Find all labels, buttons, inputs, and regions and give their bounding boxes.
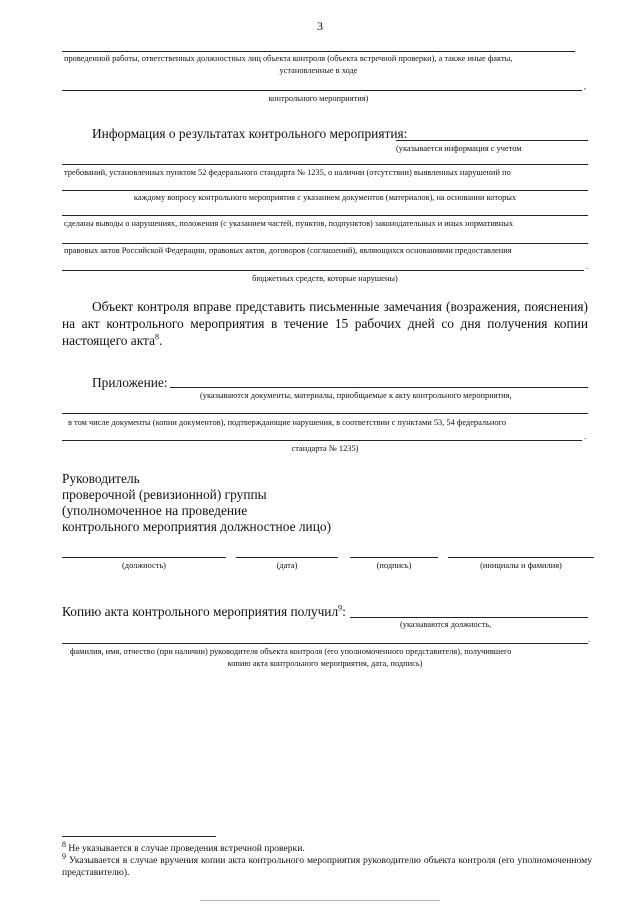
footnote-8: $^8$ Не указывается в случае проведения встречной проверки. bbox=[62, 839, 305, 854]
info-rule-6 bbox=[62, 270, 584, 271]
copy-hint2: фамилия, имя, отчество (при наличии) руководителя объекта контроля (его уполномоченного представителя), получившего bbox=[70, 647, 512, 656]
info-label: Информация о результатах контрольного мероприятия: bbox=[92, 126, 408, 141]
document-page: 3 проведенной работы, ответственных должностных лиц объекта контроля (объекта встречной проверки), а также иные факты, установленные в ходе , контрольного мероприятия) Информация о результатах контрольного мероприятия: (указывается информация с учетом требований, установленных пунктом 52 федерального стандарта № 1235, о наличии (отсутствии) выявленных нарушений по каждому вопросу контрольного мероприятия с указанием документов (материалов), на основании которых сделаны выводы о нарушениях, положения (с указанием частей, пунктов, подпунктов) законодательных и иных нормативных правовых актов Российской Федерации, правовых актов, договоров (соглашений), являющихся основаниями предоставления . бюджетных средств, которые нарушены) Объект контроля вправе представить письменные замечания (возражения, пояснения) на акт контрольного мероприятия в течение 15 рабочих дней со дня получения копии настоящего акта$^8$. Приложение: (указываются документы, материалы, приобщаемые к акту контрольного мероприятия, в том числе документы (копии документов), подтверждающие нарушения, в соответствии с пунктами 53, 54 федерального . стандарта № 1235) Руководитель проверочной (ревизионной) группы (уполномоченное на проведение контрольного мероприятия должностное лицо) (должность) (дата) (подпись) (инициалы и фамилия) Копию акта контрольного мероприятия получил$^9$: (указываются должность, . фамилия, имя, отчество (при наличии) руководителя объекта контроля (его уполномоченного представителя), получившего копию акта контрольного мероприятия, дата, подпись) $^8$ Не указывается в случае проведения встречной проверки. $^9$ Указывается в случае вручения копии акта контрольного мероприятия руководителю объекта контроля (его уполномоченному представителю). bbox=[0, 0, 640, 905]
attachment-label: Приложение: bbox=[92, 375, 168, 390]
footnote-9: $^9$ Указывается в случае вручения копии акта контрольного мероприятия руководителю объекта контроля (его уполномоченному представителю). bbox=[62, 851, 592, 878]
intro-fill-line bbox=[62, 90, 582, 91]
signature-position-label: (должность) bbox=[122, 561, 166, 570]
info-hint1: (указывается информация с учетом bbox=[396, 144, 522, 153]
info-hint5: правовых актов Российской Федерации, правовых актов, договоров (соглашений), являющихся основаниями предоставления bbox=[64, 246, 512, 255]
attachment-hint1: (указываются документы, материалы, приобщаемые к акту контрольного мероприятия, bbox=[200, 391, 512, 400]
copy-hint3: копию акта контрольного мероприятия, дата, подпись) bbox=[227, 659, 423, 668]
info-fill-line bbox=[396, 140, 588, 141]
head-line2: проверочной (ревизионной) группы bbox=[62, 487, 267, 502]
page-number: 3 bbox=[317, 19, 323, 33]
head-line3: (уполномоченное на проведение bbox=[62, 503, 248, 518]
scan-edge-line bbox=[200, 900, 440, 901]
copy-rule-2 bbox=[62, 643, 588, 644]
info-rule-4 bbox=[62, 215, 588, 216]
footnote-separator bbox=[62, 836, 216, 837]
intro-hint-line2: установленные в ходе bbox=[279, 66, 358, 75]
footnote-ref-9: 9 bbox=[338, 603, 343, 613]
info-hint4: сделаны выводы о нарушениях, положения (с указанием частей, пунктов, подпунктов) законодательных и иных нормативных bbox=[64, 219, 514, 228]
footnote-ref-8: 8 bbox=[155, 332, 160, 342]
info-hint6: бюджетных средств, которые нарушены) bbox=[252, 274, 398, 283]
copy-label: Копию акта контрольного мероприятия получил$^9$: bbox=[62, 603, 346, 619]
head-line4: контрольного мероприятия должностное лицо) bbox=[62, 519, 332, 534]
info-rule-5 bbox=[62, 243, 588, 244]
signature-sign-line bbox=[350, 557, 438, 558]
signature-date-label: (дата) bbox=[276, 561, 298, 570]
attachment-fill-line bbox=[170, 387, 588, 388]
signature-date-line bbox=[236, 557, 338, 558]
attachment-rule-3 bbox=[62, 440, 582, 441]
attachment-hint2: в том числе документы (копии документов), подтверждающие нарушения, в соответствии с пунктами 53, 54 федерального bbox=[68, 418, 506, 427]
signature-name-label: (инициалы и фамилия) bbox=[480, 561, 562, 570]
head-line1: Руководитель bbox=[62, 471, 140, 486]
info-rule-2 bbox=[62, 164, 588, 165]
attachment-hint3: стандарта № 1235) bbox=[291, 444, 359, 453]
intro-hint-line3: контрольного мероприятия) bbox=[268, 94, 369, 103]
intro-hint-line1: проведенной работы, ответственных должностных лиц объекта контроля (объекта встречной проверки), а также иные факты, bbox=[64, 54, 513, 63]
info-rule-3 bbox=[62, 190, 588, 191]
signature-position-line bbox=[62, 557, 226, 558]
info-hint2: требований, установленных пунктом 52 федерального стандарта № 1235, о наличии (отсутствии) выявленных нарушений по bbox=[64, 168, 511, 177]
copy-hint1: (указываются должность, bbox=[400, 620, 492, 629]
remarks-paragraph: Объект контроля вправе представить письменные замечания (возражения, пояснения) на акт контрольного мероприятия в течение 15 рабочих дней со дня получения копии настоящего акта$^8$. bbox=[62, 299, 588, 348]
signature-name-line bbox=[448, 557, 594, 558]
info-hint3: каждому вопросу контрольного мероприятия с указанием документов (материалов), на основании которых bbox=[133, 193, 517, 202]
attachment-rule-2 bbox=[62, 413, 588, 414]
intro-top-rule bbox=[62, 51, 575, 52]
copy-fill-line bbox=[350, 617, 588, 618]
signature-sign-label: (подпись) bbox=[376, 561, 412, 570]
